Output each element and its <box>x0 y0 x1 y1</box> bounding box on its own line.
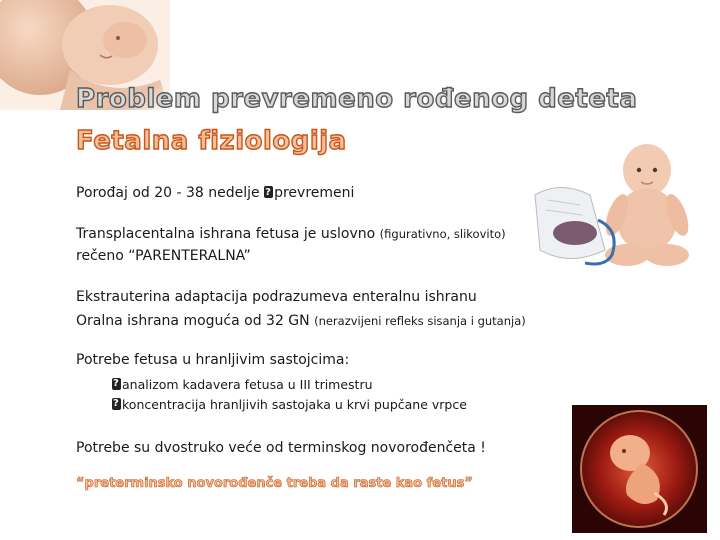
text-line-6: Potrebe fetusa u hranljivim sastojcima: <box>76 352 350 368</box>
fetus-in-womb-photo-icon <box>572 405 707 533</box>
text-line-1-suffix: prevremeni <box>274 185 355 201</box>
text-line-1-prefix: Porođaj od 20 - 38 nedelje <box>76 185 260 201</box>
page-subtitle: Fetalna fiziologija <box>76 126 347 156</box>
text-line-2-small: (figurativno, slikovito) <box>379 227 506 241</box>
text-line-5-small: (nerazvijeni refleks sisanja i gutanja) <box>314 314 526 328</box>
replacement-char-icon <box>112 398 121 410</box>
text-line-4: Ekstrauterina adaptacija podrazumeva enteralnu ishranu <box>76 289 477 305</box>
text-line-5-main: Oralna ishrana moguća od 32 GN <box>76 313 310 329</box>
text-line-3: rečeno “PARENTERALNA” <box>76 248 251 264</box>
text-line-7: Potrebe su dvostruko veće od terminskog novorođenčeta ! <box>76 440 486 456</box>
bullet-item-1 <box>112 376 373 394</box>
quote-text: “preterminsko novorođenče treba da raste kao fetus” <box>76 476 473 491</box>
bullet-item-2 <box>112 396 467 414</box>
replacement-char-icon <box>264 186 273 198</box>
text-line-2 <box>76 224 506 244</box>
feeding-pouch-photo-icon <box>520 175 630 270</box>
bullet-item-2-text: koncentracija hranljivih sastojaka u krvi pupčane vrpce <box>122 397 467 412</box>
text-line-2-main: Transplacentalna ishrana fetusa je uslovno <box>76 226 376 242</box>
page-title: Problem prevremeno rođenog deteta <box>76 84 638 114</box>
bullet-item-1-text: analizom kadavera fetusa u III trimestru <box>122 377 373 392</box>
text-line-5 <box>76 311 526 331</box>
replacement-char-icon <box>112 378 121 390</box>
text-line-1 <box>76 183 354 203</box>
